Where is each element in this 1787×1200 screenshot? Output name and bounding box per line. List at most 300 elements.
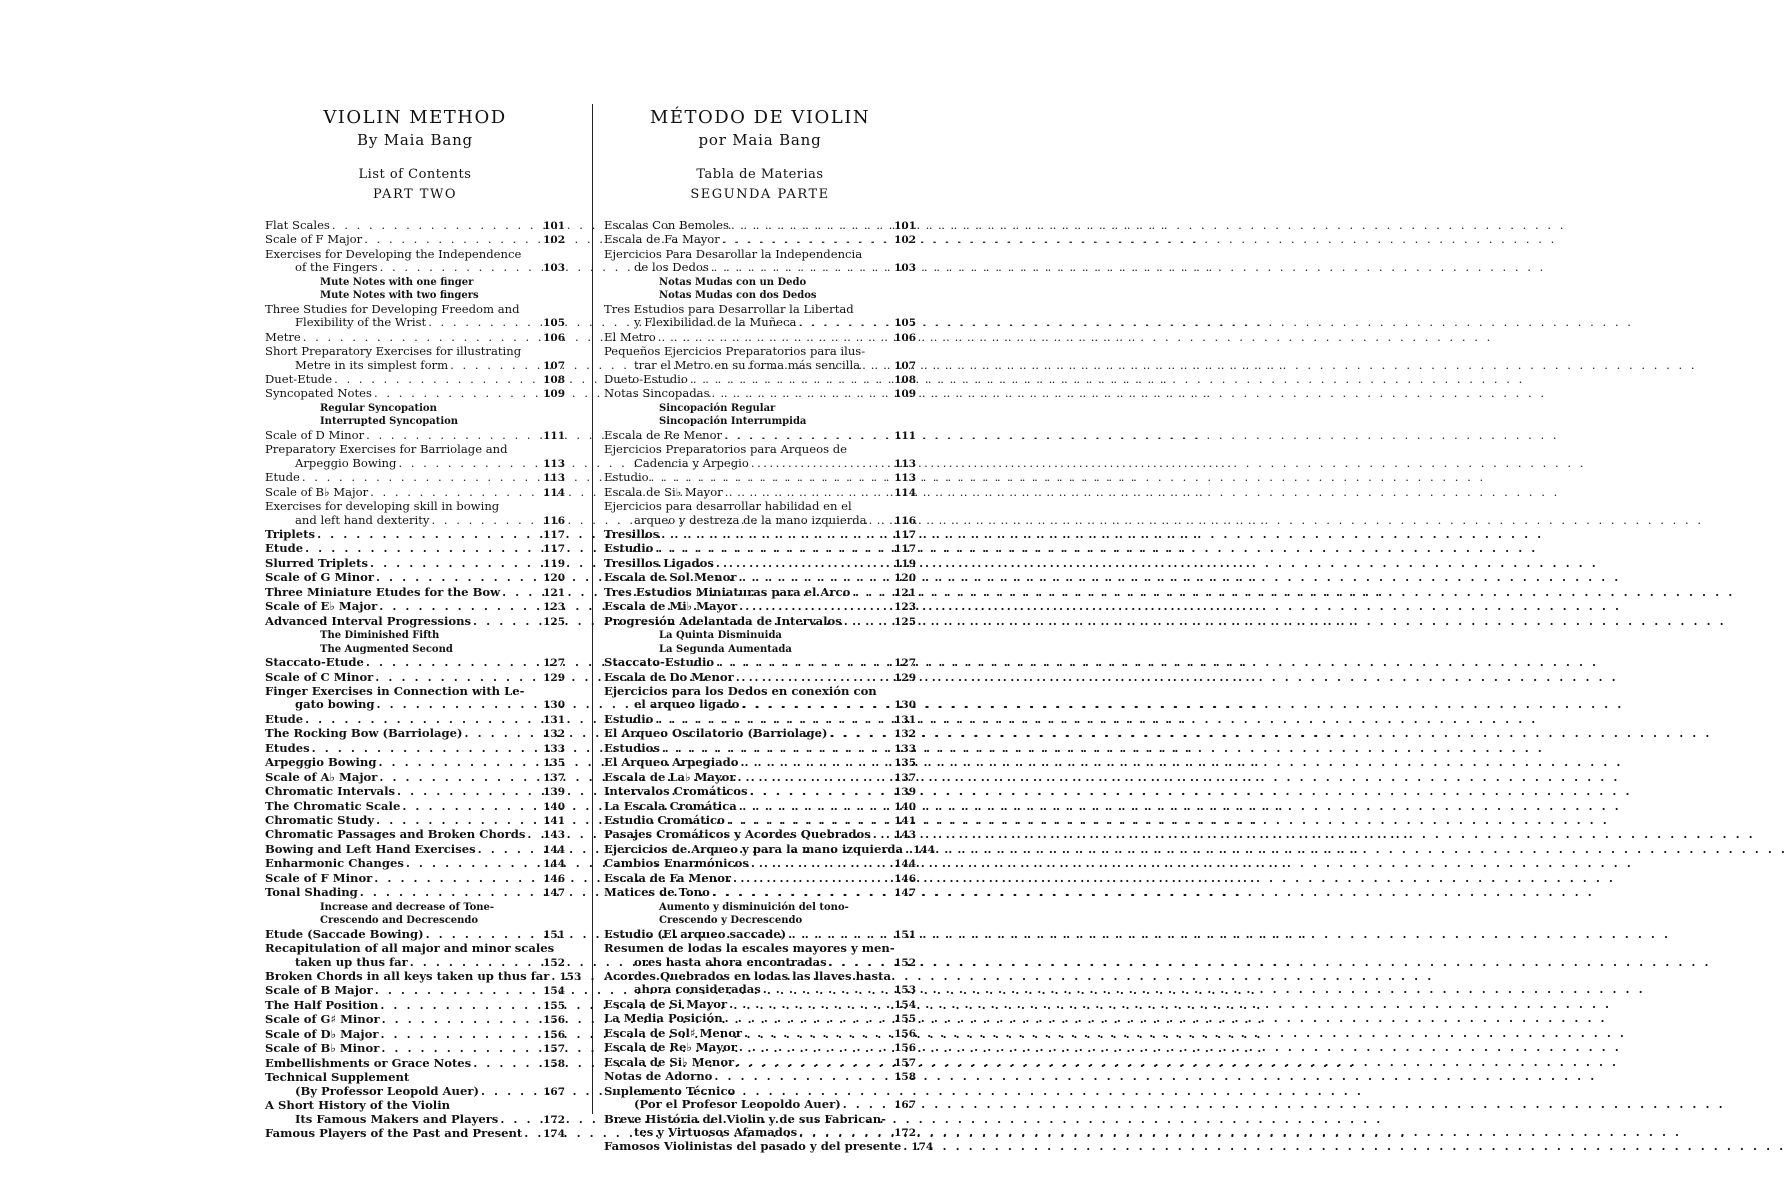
toc-entry-title: Notas Sincopadas: [604, 386, 710, 401]
dot-leader: [334, 373, 541, 386]
dot-leader: [397, 785, 541, 798]
toc-entry-line: [604, 248, 916, 261]
toc-entry-line: [265, 969, 582, 984]
dot-leader: [305, 542, 541, 555]
toc-entry-line: [604, 713, 916, 727]
toc-entry-line: [604, 600, 916, 614]
page-number: 135: [894, 757, 916, 770]
toc-entry-title: Tres Estudios Miniaturas para el Arco: [604, 584, 851, 599]
toc-entry: [265, 942, 565, 970]
dot-leader: [741, 698, 892, 711]
page-number: 117: [543, 528, 565, 541]
page-number: 113: [894, 472, 916, 485]
toc-entry-line: [604, 671, 916, 685]
toc-entry-title: (Por el Profesor Leopoldo Auer): [634, 1097, 841, 1112]
toc-entry-line: [265, 387, 565, 401]
page-number: 103: [894, 262, 916, 275]
toc-entry: [604, 970, 916, 998]
dot-leader: [843, 1098, 892, 1111]
toc-entry: [604, 656, 916, 670]
dot-leader: [377, 698, 542, 711]
toc-entry: [265, 387, 565, 428]
toc-entry-title: Escala de Si♭ Mayor: [604, 484, 723, 499]
dot-leader: [711, 261, 892, 274]
toc-entry-title: Scale of B♭ Minor: [265, 1041, 380, 1056]
toc-entry: [604, 727, 916, 741]
toc-entry: [604, 586, 916, 600]
dot-leader: [736, 1056, 892, 1069]
toc-entry-title: Triplets: [265, 526, 316, 541]
toc-entry-title: Syncopated Notes: [265, 386, 372, 401]
page-number: 111: [543, 429, 565, 442]
dot-leader: [398, 457, 541, 470]
toc-entry-title: Scale of B Major: [265, 983, 373, 998]
page-number: 139: [543, 786, 565, 799]
toc-entry-title: of the Fingers: [295, 260, 378, 275]
toc-entry-line: [265, 443, 565, 456]
toc-entry-line: [604, 457, 916, 471]
toc-entry-title: Ejercicios de Arqueo y para la mano izquierda: [604, 841, 904, 856]
dot-leader: [426, 928, 541, 941]
toc-entry-title: Etude: [265, 541, 304, 556]
toc-entry: [265, 1013, 565, 1027]
toc-entry-line: [265, 429, 565, 443]
spanish-header: [604, 106, 916, 204]
toc-entry-line: [265, 928, 565, 942]
page-number: 137: [894, 771, 916, 784]
toc-entry-title: Technical Supplement: [265, 1070, 410, 1085]
page-number: 119: [543, 557, 565, 570]
toc-entry-line: [604, 970, 916, 983]
english-author: By Maia Bang: [357, 131, 473, 149]
page-number: 107: [543, 359, 565, 372]
toc-entry: [604, 219, 916, 233]
toc-entry: [604, 886, 916, 927]
toc-entry-title: Estudio (El arqueo saccade): [604, 926, 787, 941]
toc-entry-title: Staccato-Estudio: [604, 655, 715, 670]
dot-leader: [714, 1070, 892, 1083]
toc-entry: [604, 828, 916, 842]
toc-entry-title: Short Preparatory Exercises for illustrating: [265, 344, 522, 359]
dot-leader: [402, 800, 541, 813]
dot-leader: [312, 742, 541, 755]
toc-entry-title: Dueto-Estudio: [604, 371, 688, 386]
english-contents-list: [265, 218, 582, 1141]
toc-subentry: La Segunda Aumentada: [659, 643, 792, 655]
page-number: 133: [894, 742, 916, 755]
dot-leader: [380, 1028, 541, 1041]
toc-entry: [604, 671, 916, 685]
page-number: 141: [894, 815, 916, 828]
toc-entry-title: Acordes Quebrados en lodas las llaves hasta: [604, 969, 891, 984]
page-number: 101: [543, 220, 565, 232]
page-number: 119: [894, 557, 916, 570]
toc-entry: [265, 771, 565, 785]
dot-leader: [750, 785, 893, 798]
page-number: 167: [894, 1099, 916, 1112]
toc-entry-line: [265, 542, 565, 556]
page-number: 152: [543, 956, 565, 969]
toc-entry: [604, 557, 916, 571]
toc-entry-title: Scale of A♭ Major: [265, 769, 378, 784]
page-number: 111: [894, 429, 916, 442]
toc-entry: [265, 742, 565, 756]
dot-leader: [406, 857, 541, 870]
page-number: 102: [894, 234, 916, 247]
toc-entry-line: [604, 756, 916, 770]
toc-entry: [604, 857, 916, 871]
toc-entry-title: Etude (Saccade Bowing): [265, 926, 424, 941]
toc-entry-line: [604, 814, 916, 828]
toc-entry: [265, 800, 565, 814]
page-number: 154: [543, 985, 565, 998]
page-number: 157: [894, 1056, 916, 1069]
toc-entry: [265, 1071, 565, 1099]
toc-entry: [265, 999, 565, 1013]
english-column: [265, 106, 582, 1141]
toc-subentry: La Quinta Disminuida: [659, 630, 782, 642]
dot-leader: [862, 359, 892, 372]
page-number: 156: [543, 1014, 565, 1027]
toc-entry-line: [604, 956, 916, 970]
toc-subentry: Regular Syncopation: [320, 402, 437, 414]
toc-entry-line: [265, 1099, 565, 1112]
dot-leader: [751, 857, 892, 870]
toc-entry-line: [265, 886, 565, 900]
toc-entry-line: [604, 514, 916, 528]
toc-entry-line: [265, 742, 565, 756]
page-number: 101: [894, 220, 916, 232]
dot-leader: [375, 671, 541, 684]
toc-entry-title: Chromatic Study: [265, 813, 375, 828]
toc-entry-title: Estudio: [604, 711, 654, 726]
page-number: 152: [894, 956, 916, 969]
toc-entry-title: Flat Scales: [265, 218, 330, 232]
toc-entry-title: Ejercicios Para Desarollar la Independencia: [604, 246, 863, 261]
english-part: PART TWO: [373, 187, 457, 202]
toc-entry-title: Advanced Interval Progressions: [265, 613, 472, 628]
toc-entry: [604, 1027, 916, 1041]
toc-entry-line: [604, 656, 916, 670]
spanish-part: SEGUNDA PARTE: [690, 187, 830, 202]
dot-leader: [869, 514, 893, 527]
toc-entry: [265, 303, 565, 331]
toc-entry-line: [604, 1056, 916, 1070]
page-number: 105: [543, 317, 565, 330]
dot-leader: [722, 233, 892, 246]
dot-leader: [829, 956, 892, 969]
toc-entry-title: Its Famous Makers and Players: [295, 1111, 499, 1126]
page-number: 103: [543, 262, 565, 275]
toc-entry-title: Embellishments or Grace Notes: [265, 1055, 472, 1070]
toc-entry: [265, 814, 565, 828]
toc-entry-line: [265, 486, 565, 500]
toc-entry-title: Metre in its simplest form: [295, 357, 449, 372]
page-number: 121: [894, 586, 916, 599]
toc-entry-line: [604, 471, 916, 485]
toc-entry-line: [265, 514, 565, 528]
page-number: 116: [894, 514, 916, 527]
toc-entry: [604, 685, 916, 713]
dot-leader: [744, 1027, 892, 1040]
toc-entry-line: [265, 233, 565, 247]
toc-entry: [265, 872, 565, 886]
toc-entry-line: [604, 1139, 934, 1154]
dot-leader: [655, 542, 892, 555]
dot-leader: [375, 984, 541, 997]
toc-entry-line: [604, 331, 916, 345]
toc-entry-title: Staccato-Etude: [265, 655, 364, 670]
toc-entry-line: [604, 800, 916, 814]
toc-entry-title: Slurred Triplets: [265, 555, 369, 570]
dot-leader: [725, 1012, 892, 1025]
toc-entry-line: [604, 542, 916, 556]
toc-entry-line: [265, 1071, 565, 1084]
toc-entry-line: [265, 1057, 565, 1071]
toc-entry: [265, 542, 565, 556]
toc-entry-title: El Metro: [604, 329, 656, 344]
toc-entry-line: [265, 771, 565, 785]
toc-entry: [604, 600, 916, 614]
dot-leader: [364, 233, 541, 246]
page-number: 151: [543, 928, 565, 941]
toc-entry-title: El Arqueo Arpegiado: [604, 755, 739, 770]
english-contents-label: List of Contents: [358, 167, 472, 182]
toc-entry-line: [265, 1042, 565, 1056]
toc-entry-title: taken up thus far: [295, 954, 408, 969]
toc-entry-title: Ejercicios para desarrollar habilidad en el: [604, 499, 852, 514]
toc-entry-title: Flexibility of the Wrist: [295, 315, 427, 330]
toc-entry-title: Scale of D♭ Major: [265, 1026, 379, 1041]
toc-entry: [604, 615, 916, 656]
page-number: 156: [543, 1028, 565, 1041]
dot-leader: [690, 373, 892, 386]
toc-entry: [265, 331, 565, 345]
toc-subentry: The Diminished Fifth: [320, 630, 440, 642]
dot-leader: [360, 886, 541, 899]
toc-entry-title: de los Dedos: [634, 260, 709, 275]
english-header: [265, 106, 565, 204]
toc-entry-title: Preparatory Exercises for Barriolage and: [265, 442, 508, 457]
toc-entry-title: Etudes: [265, 740, 310, 755]
toc-entry-line: [265, 345, 565, 358]
toc-entry-line: [604, 857, 916, 871]
toc-entry: [265, 500, 565, 528]
toc-entry-line: [265, 656, 565, 670]
toc-entry-line: [265, 956, 565, 970]
toc-entry-line: [604, 1027, 916, 1041]
dot-leader: [716, 557, 892, 570]
toc-entry: [604, 387, 916, 428]
dot-leader: [374, 387, 541, 400]
dot-leader: [751, 457, 892, 470]
page-number: 144: [913, 843, 935, 856]
toc-entry-title: Chromatic Passages and Broken Chords: [265, 827, 526, 842]
dot-leader: [905, 843, 911, 856]
dot-leader: [478, 843, 541, 856]
toc-entry-line: [604, 983, 916, 997]
dot-leader: [658, 331, 892, 344]
page-number: 153: [559, 971, 582, 984]
toc-entry: [265, 984, 565, 998]
toc-entry: [604, 471, 916, 485]
toc-entry-title: arqueo y destreza de la mano izquierda: [634, 512, 867, 527]
dot-leader: [370, 557, 541, 570]
dot-leader: [873, 828, 892, 841]
toc-entry-line: [604, 486, 916, 500]
toc-entry-title: Cadencia y Arpegio: [634, 455, 749, 470]
toc-entry-title: trar el Metro en su forma más sencilla: [634, 357, 861, 372]
page-number: 132: [894, 728, 916, 741]
toc-entry-title: Three Miniature Etudes for the Bow: [265, 584, 501, 599]
page-number: 106: [894, 331, 916, 344]
page-number: 132: [543, 728, 565, 741]
toc-entry: [265, 233, 565, 247]
toc-entry-line: [265, 857, 565, 871]
toc-entry-title: ahora consideradas: [634, 982, 761, 997]
page-number: 144: [894, 858, 916, 871]
toc-entry-title: and left hand dexterity: [295, 512, 430, 527]
page-number: 147: [894, 887, 916, 900]
page-number: 154: [894, 998, 916, 1011]
toc-entry-title: Escala de Si♭ Menor: [604, 1054, 735, 1069]
toc-entry: [265, 219, 565, 233]
toc-entry-title: Estudio: [604, 541, 654, 556]
toc-entry-title: Pequeños Ejercicios Preparatorios para ilus-: [604, 344, 866, 359]
spanish-contents-list: [604, 218, 935, 1155]
toc-entry: [265, 443, 565, 471]
page-number: 131: [543, 713, 565, 726]
toc-entry-line: [265, 942, 565, 955]
page-number: 155: [543, 999, 565, 1012]
dot-leader: [379, 600, 541, 613]
toc-entry: [265, 600, 565, 614]
toc-entry-title: Estudio Cromático: [604, 813, 725, 828]
toc-entry-title: Matices de Tono: [604, 885, 710, 900]
toc-entry: [265, 656, 565, 670]
toc-entry: [604, 756, 916, 770]
dot-leader: [428, 316, 541, 329]
toc-entry-line: [265, 1085, 565, 1099]
toc-entry-line: [604, 742, 916, 756]
toc-entry-title: Escala de Fa Menor: [604, 870, 732, 885]
page-number: 143: [894, 829, 916, 842]
dot-leader: [305, 713, 541, 726]
toc-entry-title: Tresillos Ligados: [604, 555, 714, 570]
toc-entry-line: [604, 387, 916, 401]
toc-entry-line: [604, 1126, 916, 1140]
dot-leader: [733, 872, 892, 885]
toc-entry-line: [604, 316, 916, 330]
page-number: 135: [543, 757, 565, 770]
toc-entry-line: [265, 698, 565, 712]
page-number: 125: [894, 615, 916, 628]
toc-entry-title: Scale of B♭ Major: [265, 484, 369, 499]
toc-entry-line: [604, 528, 916, 542]
toc-entry-title: (By Professor Leopold Auer): [295, 1083, 479, 1098]
dot-leader: [741, 756, 893, 769]
dot-leader: [303, 331, 541, 344]
page-number: 137: [543, 771, 565, 784]
toc-entry: [265, 857, 565, 871]
toc-entry: [265, 1127, 565, 1141]
dot-leader: [712, 886, 892, 899]
toc-entry: [265, 557, 565, 571]
toc-entry: [604, 1085, 916, 1113]
toc-entry-line: [265, 557, 565, 571]
toc-entry-title: Famosos Violinistas del pasado y del presente: [604, 1139, 902, 1154]
toc-entry: [604, 345, 916, 373]
toc-entry-line: [265, 373, 565, 387]
toc-entry-title: Scale of D Minor: [265, 427, 365, 442]
dot-leader: [736, 671, 892, 684]
toc-entry-title: Estudio: [604, 470, 649, 485]
page-number: 158: [894, 1071, 916, 1084]
toc-entry: [604, 1056, 916, 1070]
page-number: 114: [543, 486, 565, 499]
toc-entry: [604, 571, 916, 585]
toc-entry-title: Bowing and Left Hand Exercises: [265, 841, 476, 856]
page-number: 125: [543, 615, 565, 628]
page-number: 146: [543, 872, 565, 885]
toc-entry: [265, 671, 565, 685]
toc-entry-line: [265, 872, 565, 886]
dot-leader: [465, 727, 542, 740]
toc-entry-title: Intervalos Cromáticos: [604, 784, 748, 799]
dot-leader: [727, 814, 892, 827]
toc-entry-title: La Escala Cromática: [604, 798, 737, 813]
toc-entry-line: [604, 586, 916, 600]
toc-entry-line: [604, 828, 916, 842]
toc-entry-line: [265, 500, 565, 513]
dot-leader: [366, 429, 541, 442]
dot-leader: [738, 771, 893, 784]
toc-entry-title: Notas de Adorno: [604, 1069, 713, 1084]
dot-leader: [332, 219, 541, 232]
toc-entry-line: [604, 771, 916, 785]
toc-entry-line: [604, 872, 916, 886]
toc-entry: [604, 542, 916, 556]
dot-leader: [725, 486, 892, 499]
page-number: 106: [543, 331, 565, 344]
page-number: 129: [543, 671, 565, 684]
toc-entry-line: [604, 557, 916, 571]
toc-entry-title: Escala de Fa Mayor: [604, 232, 720, 247]
dot-leader: [729, 998, 892, 1011]
toc-entry-line: [604, 429, 916, 443]
toc-entry-line: [604, 303, 916, 316]
toc-entry: [604, 233, 916, 247]
toc-entry: [265, 727, 565, 741]
toc-subentry: Sincopación Interrumpida: [659, 416, 807, 428]
toc-entry-line: [604, 886, 916, 900]
toc-entry-line: [604, 571, 916, 585]
toc-entry-line: [604, 373, 916, 387]
toc-entry: [265, 756, 565, 770]
toc-subentry: Interrupted Syncopation: [320, 416, 459, 428]
page-number: 133: [543, 742, 565, 755]
toc-entry-line: [604, 345, 916, 358]
toc-entry: [604, 528, 916, 542]
page-number: 141: [543, 815, 565, 828]
dot-leader: [380, 999, 541, 1012]
spanish-author: por Maia Bang: [698, 131, 822, 149]
toc-entry: [604, 742, 916, 756]
page-number: 127: [543, 657, 565, 670]
page-number: 113: [543, 457, 565, 470]
toc-entry-line: [604, 727, 916, 741]
toc-entry: [604, 942, 916, 970]
